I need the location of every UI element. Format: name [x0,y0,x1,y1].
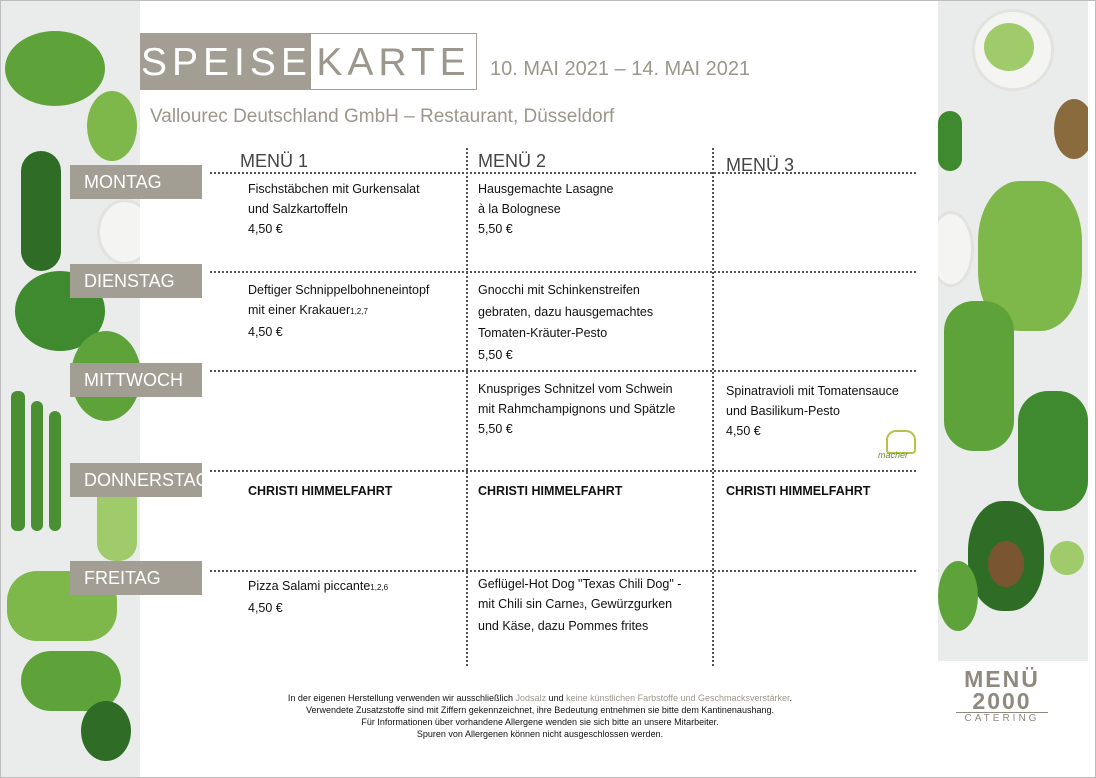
row-divider [210,271,916,273]
dish-line: , Gewürzgurken [583,597,673,611]
dish-line: Pizza Salami piccante [248,579,371,593]
title-speise: SPEISE [141,34,311,89]
day-label-friday: FREITAG [70,561,202,595]
price: 5,50 € [478,347,513,362]
price: 4,50 € [726,424,761,438]
price: 5,50 € [478,222,513,236]
price: 4,50 € [248,222,283,236]
dish-line: mit Chili sin Carne [478,597,580,611]
day-label-tuesday: DIENSTAG [70,264,202,298]
price: 4,50 € [248,601,283,615]
dish-line: à la Bolognese [478,202,561,216]
dish-line: und Salzkartoffeln [248,202,348,216]
footnote-line [200,692,880,704]
footnote [200,692,880,740]
dish-line: mit einer Krakauer [248,303,351,317]
footnote-highlight: Jodsalz [515,693,547,703]
row-divider [210,470,916,472]
footnote-line: Verwendete Zusatzstoffe sind mit Ziffern gekennzeichnet, ihre Bedeutung entnehmen sie bitte dem Kantinenaushang. [306,705,774,715]
menu-item-monday-2 [478,179,698,239]
dish-line: Gnocchi mit Schinkenstreifen [478,283,640,297]
venue-name: Vallourec Deutschland GmbH – Restaurant, Düsseldorf [150,106,615,127]
menu-item-monday-1 [248,179,468,239]
dish-line: Tomaten-Kräuter-Pesto [478,326,608,340]
logo-line-menu: MENÜ [964,666,1040,692]
footnote-highlight: keine künstlichen Farbstoffe und Geschmacksverstärker [566,693,790,703]
dish-line: und Basilikum-Pesto [726,404,840,418]
menu-item-friday-1 [248,576,468,618]
menu2000-logo [946,668,1058,725]
row-divider [210,570,916,572]
column-header-menu-3: MENÜ 3 [726,155,795,175]
footnote-line: Für Informationen über vorhandene Allergene wenden sie sich bitte an unsere Mitarbeiter. [361,717,719,727]
logo-line-catering: CATERING [956,712,1048,725]
additive-numbers: 3 [579,601,584,610]
macher-logo-text: macher [878,450,909,460]
menu-item-tuesday-1 [248,280,468,342]
row-divider [210,370,916,372]
menu-item-wednesday-2 [478,379,698,439]
additive-numbers: 1,2,6 [370,583,389,592]
macher-logo [878,428,924,464]
column-header-menu-2: MENÜ 2 [478,151,547,171]
day-label-thursday: DONNERSTAG [70,463,202,497]
holiday-notice: CHRISTI HIMMELFAHRT [478,484,623,498]
price: 5,50 € [478,422,513,436]
dish-line: und Käse, dazu Pommes frites [478,619,649,633]
day-label-monday: MONTAG [70,165,202,199]
day-label-wednesday: MITTWOCH [70,363,202,397]
footnote-text: . [789,693,793,703]
dish-line: gebraten, dazu hausgemachtes [478,304,654,319]
dish-line: Fischstäbchen mit Gurkensalat [248,182,420,196]
holiday-notice: CHRISTI HIMMELFAHRT [248,484,393,498]
dish-line: Knuspriges Schnitzel vom Schwein [478,382,673,396]
dish-line: mit Rahmchampignons und Spätzle [478,402,676,416]
title-karte: KARTE [316,41,471,84]
title-box [140,33,477,90]
additive-numbers: 1,2,7 [350,307,368,316]
footnote-text: In der eigenen Herstellung verwenden wir ausschließlich [287,693,516,703]
dish-line: Geflügel-Hot Dog "Texas Chili Dog" - [478,577,682,591]
logo-line-2000: 2000 [972,688,1032,714]
dish-line: Hausgemachte Lasagne [478,182,614,196]
footnote-text: und [546,693,567,703]
menu-item-tuesday-2 [478,280,698,366]
vegetable-image-right [938,1,1088,661]
date-range: 10. MAI 2021 – 14. MAI 2021 [490,58,751,80]
menu-item-friday-2 [478,574,710,636]
price: 4,50 € [248,325,283,339]
dish-line: Spinatravioli mit Tomatensauce [726,384,899,398]
row-divider [210,172,916,174]
column-header-menu-1: MENÜ 1 [240,151,309,171]
holiday-notice: CHRISTI HIMMELFAHRT [726,484,871,498]
footnote-line: Spuren von Allergenen können nicht ausgeschlossen werden. [416,729,664,739]
dish-line: Deftiger Schnippelbohneneintopf [248,283,430,297]
column-divider [712,148,714,666]
